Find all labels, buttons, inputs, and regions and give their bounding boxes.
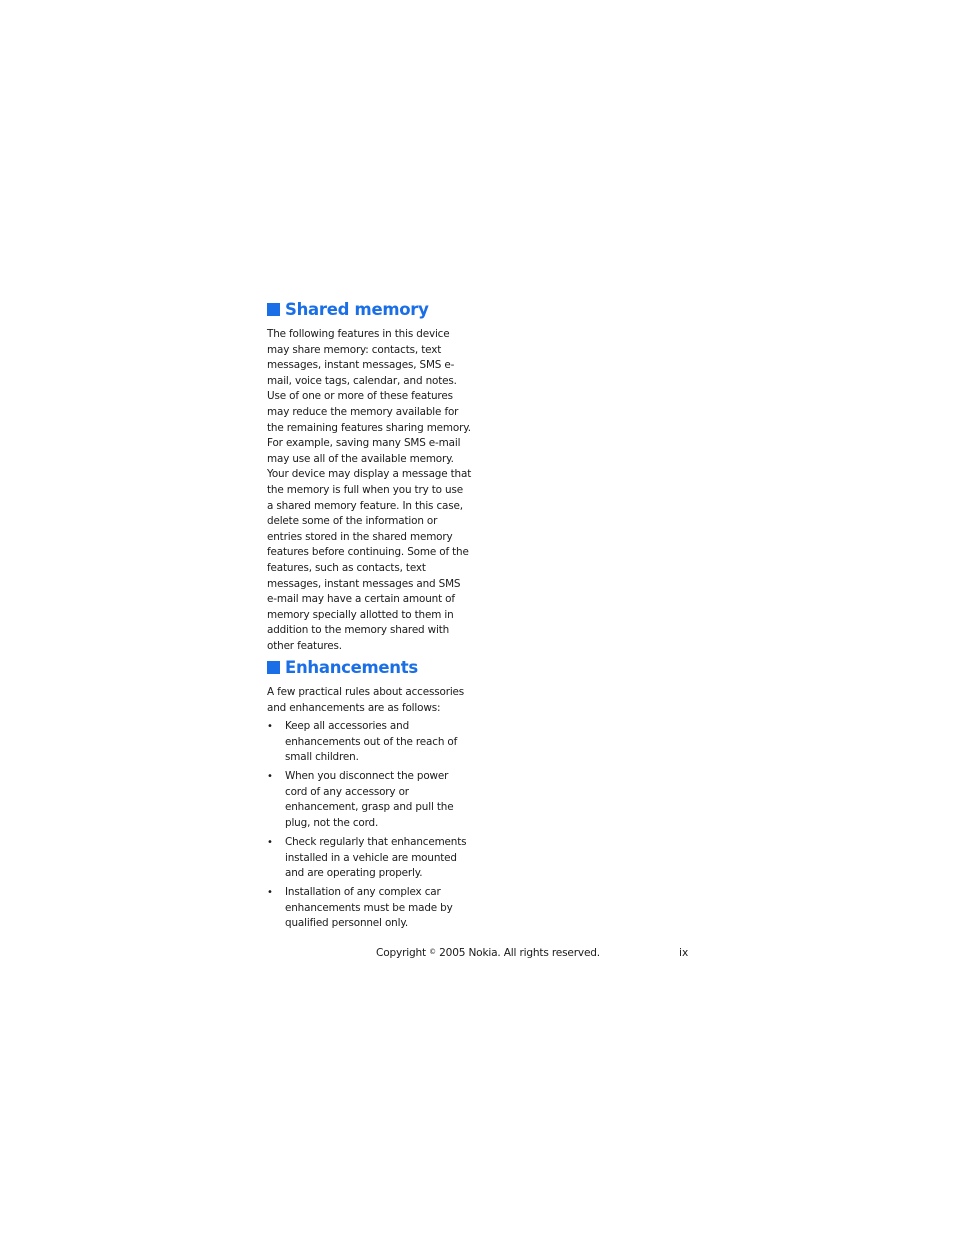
- copyright-prefix: Copyright: [376, 947, 426, 959]
- enhancements-rules-list: [267, 719, 472, 932]
- list-item-text: Keep all accessories and enhancements out of the reach of small children.: [285, 720, 458, 764]
- list-item: [267, 835, 472, 882]
- heading-text: Enhancements: [285, 657, 418, 677]
- list-item-text: When you disconnect the power cord of any accessory or enhancement, grasp and pull the plug, not the cord.: [285, 770, 454, 830]
- enhancements-intro: A few practical rules about accessories and enhancements are as follows:: [267, 686, 465, 714]
- list-item-text: Check regularly that enhancements installed in a vehicle are mounted and are operating properly.: [285, 835, 467, 880]
- enhancements-section: [267, 655, 472, 935]
- copyright-symbol: ©: [429, 948, 436, 956]
- list-item-text: Installation of any complex car enhancements must be made by qualified personnel only.: [285, 886, 453, 930]
- page-number: ix: [679, 947, 689, 959]
- list-item: [267, 885, 472, 932]
- heading-square-icon: [267, 661, 280, 674]
- copyright-text: 2005 Nokia. All rights reserved.: [439, 947, 600, 959]
- footer-copyright: [376, 947, 600, 959]
- bullet-icon: •: [267, 887, 273, 899]
- section-heading-shared-memory: [267, 297, 472, 321]
- bullet-icon: •: [267, 836, 273, 848]
- section-heading-enhancements: [267, 655, 472, 679]
- bullet-icon: •: [267, 721, 273, 733]
- shared-memory-section: [267, 297, 472, 654]
- heading-text: Shared memory: [285, 299, 429, 319]
- list-item: [267, 769, 472, 831]
- list-item: [267, 719, 472, 766]
- bullet-icon: •: [267, 771, 273, 783]
- heading-square-icon: [267, 303, 280, 316]
- shared-memory-paragraph: The following features in this device may share memory: contacts, text messages, instant messages, SMS e-mail, voice tags, calendar, and notes. Use of one or more of these features may reduce the memory available for the remaining features sharing memory. For example, saving many SMS e-mail may use all of the available memory. Your device may display a message that the memory is full when you try to use a shared memory feature. In this case, delete some of the information or entries stored in the shared memory features before continuing. Some of the features, such as contacts, text messages, instant messages and SMS e-mail may have a certain amount of memory specially allotted to them in addition to the memory shared with other features.: [267, 328, 472, 652]
